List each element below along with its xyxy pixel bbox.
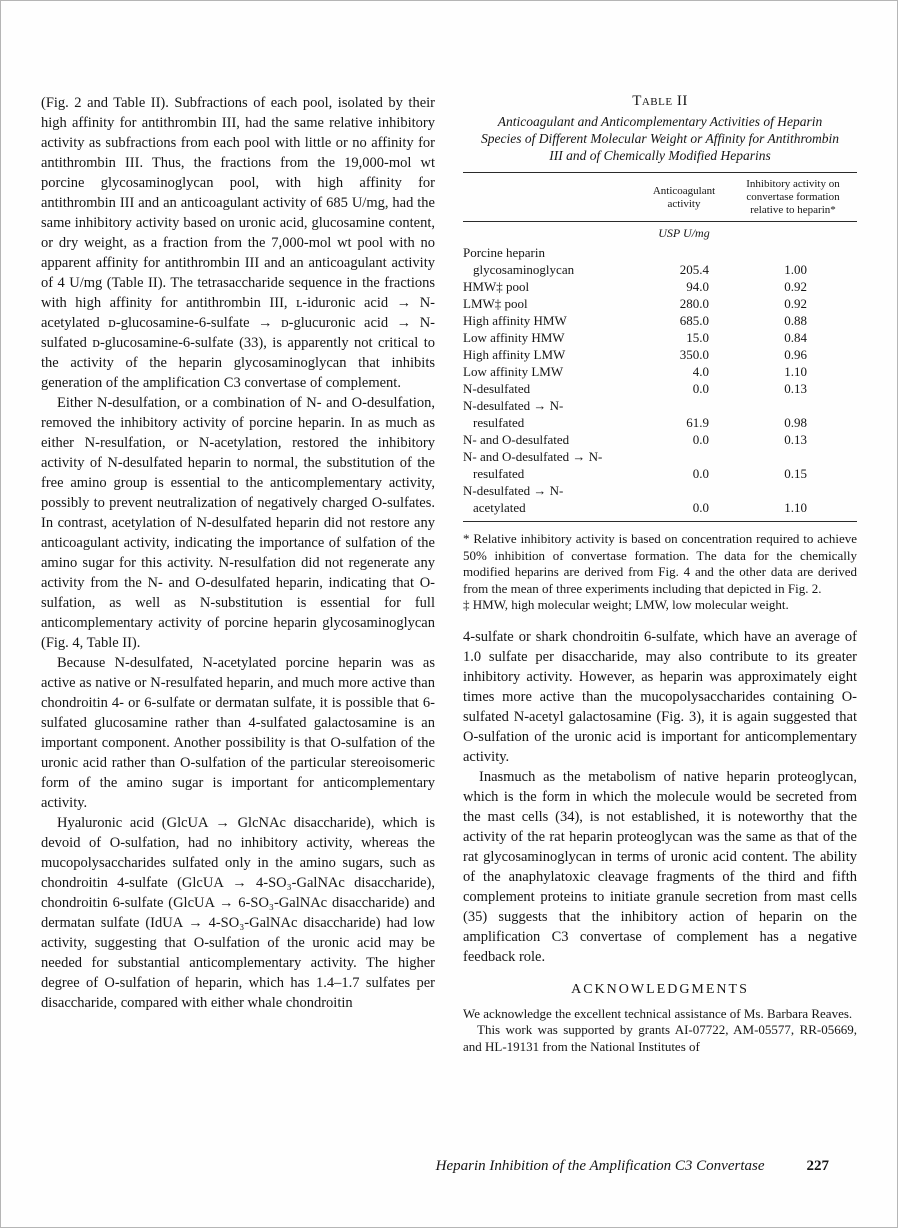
table-bottom-rule xyxy=(463,521,857,522)
table-row: HMW‡ pool 94.0 0.92 xyxy=(463,278,857,295)
column-header-inhibitory: Inhibitory activity on convertase formation relative to heparin* xyxy=(746,178,840,216)
anticoagulant-value: 0.0 xyxy=(692,381,709,396)
table-row: N-desulfated 0.0 0.13 xyxy=(463,380,857,397)
inhibitory-value: 1.10 xyxy=(784,500,807,515)
inhibitory-value: 0.13 xyxy=(784,381,807,396)
right-column-text xyxy=(463,627,857,967)
right-column xyxy=(463,93,857,1055)
inhibitory-value: 0.96 xyxy=(784,347,807,362)
acknowledgments-heading: ACKNOWLEDGMENTS xyxy=(571,981,749,997)
acknowledgments-paragraph: We acknowledge the excellent technical assistance of Ms. Barbara Reaves. xyxy=(463,1005,853,1021)
paragraph: Because N-desulfated, N-acetylated porcine heparin was as active as native or N-resulfated heparin, and much more active than chondroitin 4- or 6-sulfate or dermatan sulfate, it is possible that 6-sulfated glucosamine rather than 4-sulfated galactosamine is an important component. Another possibility is that O-sulfation of the uronic acid rather than O-sulfation of the particular stereoisomeric form of the amino sugar is important for anticomplementary activity. xyxy=(41,655,435,811)
inhibitory-value: 0.98 xyxy=(784,415,807,430)
table-row: LMW‡ pool 280.0 0.92 xyxy=(463,295,857,312)
table-units-row xyxy=(463,222,857,244)
inhibitory-value: 0.13 xyxy=(784,432,807,447)
table-row: Low affinity LMW 4.0 1.10 xyxy=(463,363,857,380)
paragraph: Hyaluronic acid (GlcUA → GlcNAc disaccharide), which is devoid of O-sulfation, had no inhibitory activity, whereas the mucopolysaccharides sulfated only in the amino sugars, such as chondroitin 4-sulfate (GlcUA → 4-SO₃-GalNAc disaccharide), chondroitin 6-sulfate (GlcUA → 6-SO₃-GalNAc disaccharide) and dermatan sulfate (IdUA → 4-SO₃-GalNAc disaccharide) had low activity, suggesting that O-sulfation of the uronic acid may be needed for substantial anticomplementary activity. The higher degree of O-sulfation of heparin, which has 1.4–1.7 sulfates per disaccharide, compared with either whale chondroitin xyxy=(41,815,435,1011)
anticoagulant-value: 280.0 xyxy=(679,296,709,311)
inhibitory-value: 0.88 xyxy=(784,313,807,328)
footnote-asterisk: * Relative inhibitory activity is based on concentration required to achieve 50% inhibition of convertase formation. The data for the chemically modified heparins are derived from Fig. 4 and the other data are derived from the mean of three experiments including that depicted in Fig. 2. xyxy=(463,531,857,596)
paragraph: Either N-desulfation, or a combination of N- and O-desulfation, removed the inhibitory activity of porcine heparin. In as much as either N-resulfation, or N-acetylation, restored the inhibitory activity of N-desulfated heparin to normal, the substitution of the free amino group is essential to the anticomplementary activity, possibly to prevent neutralization of negatively charged O-sulfates. In contrast, acetylation of N-desulfated heparin did not restore any anticoagulant activity, indicating the importance of sulfation of the amino sugar for this activity. N-resulfation did not regenerate any activity from the N- and O-desulfated heparin, indicating that O-sulfation, as well as N-substitution is essential for full anticomplementary activity of porcine heparin glycosaminoglycan (Fig. 4, Table II). xyxy=(41,395,435,651)
table-row: N- and O-desulfated → N- resulfated 0.0 0.15 xyxy=(463,448,857,482)
inhibitory-value: 1.10 xyxy=(784,364,807,379)
paragraph: (Fig. 2 and Table II). Subfractions of each pool, isolated by their high affinity for antithrombin III, had the same relative inhibitory activity as subfractions from each pool with little or no affinity for antithrombin III. Thus, the fractions from the 19,000-mol wt porcine glycosaminoglycan pool, with high affinity for antithrombin III and an anticoagulant activity of 685 U/mg, had the same inhibitory activity based on uronic acid, glucosamine content, or dry weight, as a fraction from the 7,000-mol wt pool with no apparent affinity for antithrombin III and an anticoagulant activity of 4 U/mg (Table II). The tetrasaccharide sequence in the fractions with high affinity for antithrombin III, ʟ-iduronic acid → N-acetylated ᴅ-glucosamine-6-sulfate → ᴅ-glucuronic acid → N-sulfated ᴅ-glucosamine-6-sulfate (33), is apparently not critical to the activity of the heparin glycosaminoglycan that inhibits generation of the amplification C3 convertase of complement. xyxy=(41,95,435,391)
table-row: Low affinity HMW 15.0 0.84 xyxy=(463,329,857,346)
inhibitory-value: 0.15 xyxy=(784,466,807,481)
table-row: High affinity LMW 350.0 0.96 xyxy=(463,346,857,363)
table-row: High affinity HMW 685.0 0.88 xyxy=(463,312,857,329)
table-title: Table II xyxy=(632,93,688,109)
anticoagulant-value: 61.9 xyxy=(686,415,709,430)
inhibitory-value: 1.00 xyxy=(784,262,807,277)
acknowledgments-section xyxy=(463,982,857,1056)
running-title: Heparin Inhibition of the Amplification C3 Convertase xyxy=(435,1158,765,1174)
anticoagulant-value: 94.0 xyxy=(686,279,709,294)
paragraph: 4-sulfate or shark chondroitin 6-sulfate, which have an average of 1.0 sulfate per disaccharide, may also contribute to its greater inhibitory activity. However, as heparin was approximately eight times more active than the mucopolysaccharides containing O-sulfated N-acetyl galactosamine (Fig. 3), it is again suggested that O-sulfation of the uronic acid is important for anticomplementary activity. xyxy=(463,628,857,765)
table-row: N- and O-desulfated 0.0 0.13 xyxy=(463,431,857,448)
page-content xyxy=(1,1,897,1055)
table-row: N-desulfated → N- acetylated 0.0 1.10 xyxy=(463,482,857,516)
anticoagulant-value: 0.0 xyxy=(692,432,709,447)
left-column xyxy=(41,93,435,1055)
footnote-dagger: ‡ HMW, high molecular weight; LMW, low molecular weight. xyxy=(463,597,789,612)
inhibitory-value: 0.92 xyxy=(784,279,807,294)
table-header-row xyxy=(463,173,857,221)
table-ii xyxy=(463,93,857,614)
anticoagulant-value: 685.0 xyxy=(679,313,709,328)
table-body xyxy=(463,244,857,521)
table-row: Porcine heparin glycosaminoglycan 205.4 1.00 xyxy=(463,244,857,278)
paragraph: Inasmuch as the metabolism of native heparin proteoglycan, which is the form in which the molecule would be secreted from the mast cells (34), is not established, it is noteworthy that the activity of the rat heparin proteoglycan was the same as that of the rat glycosaminoglycan in terms of uronic acid content. The ability of the anaphylatoxic cleavage fragments of the third and fifth complement proteins to initiate granule secretion from mast cells (35) suggests that the inhibitory action of heparin on the amplification C3 convertase of complement has a negative feedback role. xyxy=(463,768,857,965)
table-footnotes xyxy=(463,531,857,614)
table-caption: Anticoagulant and Anticomplementary Activities of Heparin Species of Different Molecular Weight or Affinity for Antithrombin III and of Chemically Modified Heparins xyxy=(481,114,839,163)
anticoagulant-value: 15.0 xyxy=(686,330,709,345)
anticoagulant-value: 350.0 xyxy=(679,347,709,362)
column-header-anticoagulant: Anticoagulant activity xyxy=(652,184,716,210)
acknowledgments-paragraph: This work was supported by grants AI-07722, AM-05577, RR-05669, and HL-19131 from the National Institutes of xyxy=(463,1022,857,1054)
table-row: N-desulfated → N- resulfated 61.9 0.98 xyxy=(463,397,857,431)
anticoagulant-value: 0.0 xyxy=(692,500,709,515)
page-number: 227 xyxy=(806,1158,829,1174)
anticoagulant-value: 4.0 xyxy=(692,364,709,379)
anticoagulant-value: 0.0 xyxy=(692,466,709,481)
page-footer xyxy=(436,1158,829,1175)
anticoagulant-value: 205.4 xyxy=(679,262,709,277)
inhibitory-value: 0.92 xyxy=(784,296,807,311)
units-label: USP U/mg xyxy=(658,226,710,240)
inhibitory-value: 0.84 xyxy=(784,330,807,345)
